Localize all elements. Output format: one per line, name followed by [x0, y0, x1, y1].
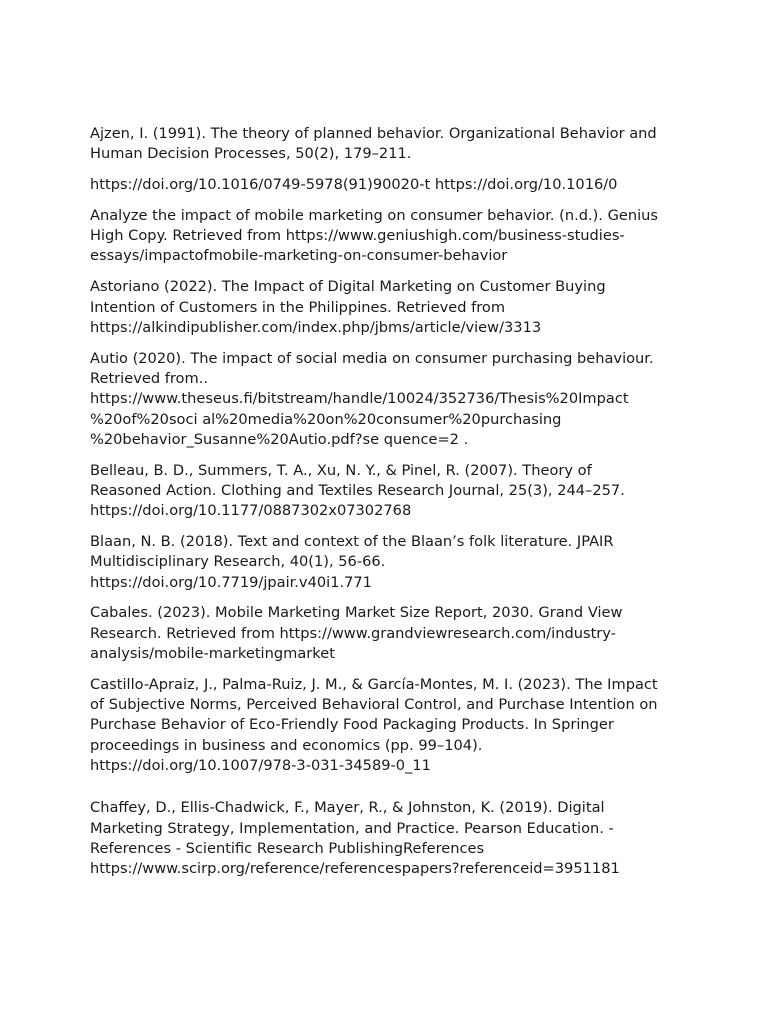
reference-line: Ajzen, I. (1991). The theory of planned behavior. Organizational Behavior and	[90, 125, 657, 142]
reference-line: Cabales. (2023). Mobile Marketing Market Size Report, 2030. Grand View	[90, 604, 623, 622]
reference-genius-high	[90, 206, 690, 267]
reference-list	[90, 124, 690, 890]
reference-blaan	[90, 532, 690, 593]
reference-line: of Subjective Norms, Perceived Behavioral Control, and Purchase Intention on	[90, 696, 658, 714]
reference-line: https://doi.org/10.1016/0749-5978(91)90020-t https://doi.org/10.1016/0	[90, 176, 618, 194]
reference-castillo-apraiz	[90, 675, 690, 776]
reference-line: Analyze the impact of mobile marketing on consumer behavior. (n.d.). Genius	[90, 206, 659, 224]
reference-ajzen	[90, 124, 690, 165]
reference-line: Chaffey, D., Ellis-Chadwick, F., Mayer, R., & Johnston, K. (2019). Digital	[90, 799, 605, 817]
reference-autio	[90, 349, 690, 450]
reference-line: Blaan, N. B. (2018). Text and context of the Blaan’s folk literature. JPAIR	[90, 533, 614, 551]
reference-line: Research. Retrieved from https://www.grandviewresearch.com/industry-	[90, 624, 616, 642]
reference-line: Purchase Behavior of Eco-Friendly Food Packaging Products. In Springer	[90, 716, 614, 734]
reference-line: analysis/mobile-marketingmarket	[90, 645, 335, 663]
reference-chaffey	[90, 798, 690, 879]
reference-line: Intention of Customers in the Philippines. Retrieved from	[90, 298, 506, 316]
reference-line: %20of%20soci al%20media%20on%20consumer%20purchasing	[90, 410, 562, 428]
reference-line: Astoriano (2022). The Impact of Digital Marketing on Customer Buying	[90, 278, 606, 296]
reference-line: References - Scientific Research PublishingReferences	[90, 839, 485, 857]
reference-line: %20behavior_Susanne%20Autio.pdf?se quence=2 .	[90, 430, 469, 448]
reference-astoriano	[90, 277, 690, 338]
reference-line: Human Decision Processes, 50(2), 179–211.	[90, 145, 412, 163]
reference-line: https://www.scirp.org/reference/referencespapers?referenceid=3951181	[90, 860, 620, 878]
reference-line: proceedings in business and economics (pp. 99–104).	[90, 736, 483, 754]
reference-line: https://www.theseus.fi/bitstream/handle/10024/352736/Thesis%20Impact	[90, 390, 629, 408]
reference-line: https://doi.org/10.1007/978-3-031-34589-0_11	[90, 757, 431, 775]
reference-belleau	[90, 461, 690, 522]
reference-line: Autio (2020). The impact of social media on consumer purchasing behaviour.	[90, 349, 654, 367]
reference-line: Reasoned Action. Clothing and Textiles Research Journal, 25(3), 244–257.	[90, 481, 625, 499]
reference-line: Castillo-Apraiz, J., Palma-Ruiz, J. M., & García-Montes, M. I. (2023). The Impact	[90, 675, 658, 693]
reference-line: Retrieved from..	[90, 369, 208, 387]
reference-line: Belleau, B. D., Summers, T. A., Xu, N. Y., & Pinel, R. (2007). Theory of	[90, 461, 592, 479]
reference-line: https://doi.org/10.7719/jpair.v40i1.771	[90, 573, 372, 591]
reference-line: https://alkindipublisher.com/index.php/jbms/article/view/3313	[90, 318, 542, 336]
reference-line: essays/impactofmobile-marketing-on-consumer-behavior	[90, 247, 508, 265]
reference-cabales	[90, 603, 690, 664]
reference-line: https://doi.org/10.1177/0887302x07302768	[90, 502, 412, 520]
reference-line: Marketing Strategy, Implementation, and Practice. Pearson Education. -	[90, 819, 614, 837]
reference-line: High Copy. Retrieved from https://www.geniushigh.com/business-studies-	[90, 227, 625, 245]
reference-line: Multidisciplinary Research, 40(1), 56-66.	[90, 553, 386, 571]
reference-doi-link	[90, 175, 690, 195]
